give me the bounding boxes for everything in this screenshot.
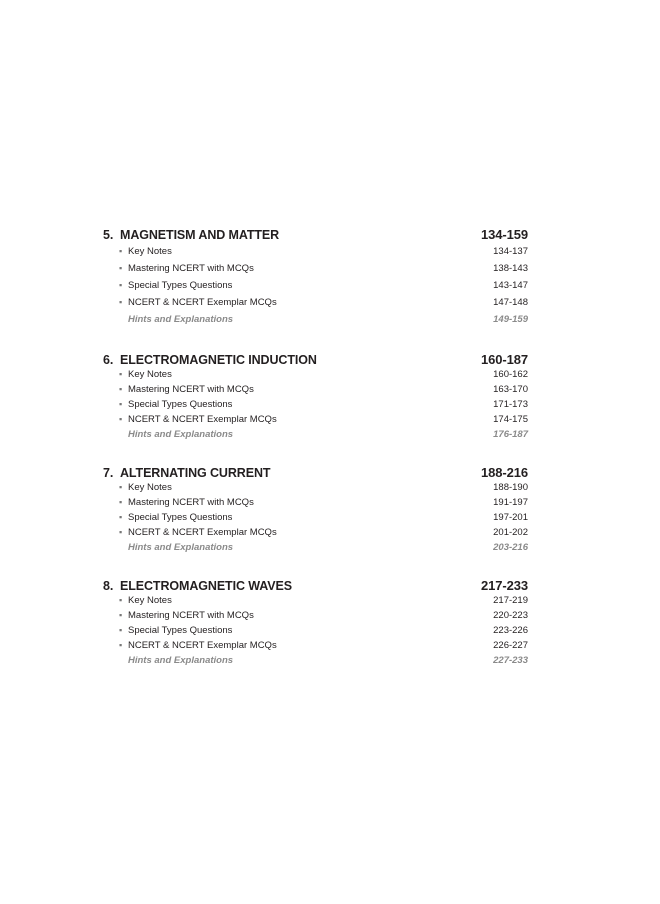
toc-item-pages: 217-219 bbox=[493, 595, 528, 606]
toc-item-pages: 220-223 bbox=[493, 610, 528, 621]
toc-item-label: Key Notes bbox=[128, 246, 172, 257]
chapter-number: 7. bbox=[103, 466, 114, 480]
bullet-icon: ▪ bbox=[119, 369, 123, 379]
table-of-contents bbox=[103, 227, 528, 670]
toc-item-pages: 171-173 bbox=[493, 399, 528, 410]
toc-item-label: Special Types Questions bbox=[128, 399, 233, 410]
toc-item[interactable] bbox=[103, 610, 528, 625]
toc-item-pages: 201-202 bbox=[493, 527, 528, 538]
toc-item-label: Key Notes bbox=[128, 595, 172, 606]
chapter-title: ELECTROMAGNETIC INDUCTION bbox=[120, 353, 317, 367]
toc-item[interactable] bbox=[103, 527, 528, 542]
chapter-8 bbox=[103, 578, 528, 670]
bullet-icon: ▪ bbox=[119, 497, 123, 507]
chapter-number: 8. bbox=[103, 579, 114, 593]
bullet-icon: ▪ bbox=[119, 527, 123, 537]
toc-item-label: Mastering NCERT with MCQs bbox=[128, 263, 254, 274]
chapter-heading[interactable] bbox=[103, 227, 528, 246]
bullet-icon: ▪ bbox=[119, 595, 123, 605]
bullet-icon: ▪ bbox=[119, 246, 123, 256]
bullet-icon: ▪ bbox=[119, 280, 123, 290]
hints-pages: 227-233 bbox=[493, 655, 528, 666]
toc-item-label: Mastering NCERT with MCQs bbox=[128, 610, 254, 621]
chapter-page-range: 188-216 bbox=[480, 465, 528, 480]
toc-item[interactable] bbox=[103, 414, 528, 429]
hints-label: Hints and Explanations bbox=[128, 429, 234, 440]
toc-item[interactable] bbox=[103, 369, 528, 384]
toc-item[interactable] bbox=[103, 263, 528, 280]
toc-item[interactable] bbox=[103, 625, 528, 640]
toc-item-pages: 143-147 bbox=[493, 280, 528, 291]
bullet-icon: ▪ bbox=[119, 263, 123, 273]
bullet-icon: ▪ bbox=[119, 512, 123, 522]
hints-label: Hints and Explanations bbox=[128, 542, 234, 553]
toc-item-label: Mastering NCERT with MCQs bbox=[128, 384, 254, 395]
toc-item[interactable] bbox=[103, 246, 528, 263]
toc-item-label: NCERT & NCERT Exemplar MCQs bbox=[128, 297, 277, 308]
toc-item-label: Special Types Questions bbox=[128, 512, 233, 523]
hints-pages: 176-187 bbox=[493, 429, 528, 440]
toc-item-label: Key Notes bbox=[128, 369, 172, 380]
chapter-7 bbox=[103, 465, 528, 557]
toc-item-label: Special Types Questions bbox=[128, 280, 233, 291]
chapter-number: 6. bbox=[103, 353, 114, 367]
chapter-title: MAGNETISM AND MATTER bbox=[120, 228, 280, 242]
toc-item-pages: 163-170 bbox=[493, 384, 528, 395]
toc-item[interactable] bbox=[103, 399, 528, 414]
hints-item[interactable] bbox=[103, 542, 528, 557]
bullet-icon: ▪ bbox=[119, 414, 123, 424]
bullet-icon: ▪ bbox=[119, 482, 123, 492]
toc-item-pages: 188-190 bbox=[493, 482, 528, 493]
bullet-icon: ▪ bbox=[119, 297, 123, 307]
toc-item-pages: 226-227 bbox=[493, 640, 528, 651]
toc-item-pages: 223-226 bbox=[493, 625, 528, 636]
bullet-icon: ▪ bbox=[119, 640, 123, 650]
toc-item-pages: 160-162 bbox=[493, 369, 528, 380]
hints-label: Hints and Explanations bbox=[128, 655, 234, 666]
chapter-title: ALTERNATING CURRENT bbox=[120, 466, 271, 480]
chapter-page-range: 160-187 bbox=[480, 352, 528, 367]
hints-item[interactable] bbox=[103, 314, 528, 331]
hints-pages: 203-216 bbox=[493, 542, 528, 553]
chapter-6 bbox=[103, 352, 528, 444]
hints-label: Hints and Explanations bbox=[128, 314, 234, 325]
chapter-page-range: 134-159 bbox=[480, 227, 528, 242]
toc-item[interactable] bbox=[103, 280, 528, 297]
chapter-number: 5. bbox=[103, 228, 114, 242]
toc-item[interactable] bbox=[103, 595, 528, 610]
toc-item-label: NCERT & NCERT Exemplar MCQs bbox=[128, 640, 277, 651]
toc-item[interactable] bbox=[103, 482, 528, 497]
bullet-icon: ▪ bbox=[119, 384, 123, 394]
chapter-title: ELECTROMAGNETIC WAVES bbox=[120, 579, 292, 593]
toc-item-label: Special Types Questions bbox=[128, 625, 233, 636]
chapter-heading[interactable] bbox=[103, 465, 528, 482]
chapter-heading[interactable] bbox=[103, 578, 528, 595]
chapter-heading[interactable] bbox=[103, 352, 528, 369]
toc-item[interactable] bbox=[103, 640, 528, 655]
toc-item-pages: 197-201 bbox=[493, 512, 528, 523]
hints-item[interactable] bbox=[103, 429, 528, 444]
bullet-icon: ▪ bbox=[119, 399, 123, 409]
toc-item-pages: 191-197 bbox=[493, 497, 528, 508]
chapter-page-range: 217-233 bbox=[480, 578, 528, 593]
hints-item[interactable] bbox=[103, 655, 528, 670]
hints-pages: 149-159 bbox=[493, 314, 528, 325]
toc-item[interactable] bbox=[103, 384, 528, 399]
bullet-icon: ▪ bbox=[119, 625, 123, 635]
chapter-5 bbox=[103, 227, 528, 331]
toc-item-label: NCERT & NCERT Exemplar MCQs bbox=[128, 527, 277, 538]
toc-item-pages: 174-175 bbox=[493, 414, 528, 425]
toc-item-label: Key Notes bbox=[128, 482, 172, 493]
toc-item[interactable] bbox=[103, 497, 528, 512]
toc-item-pages: 134-137 bbox=[493, 246, 528, 257]
toc-item-pages: 138-143 bbox=[493, 263, 528, 274]
toc-item-pages: 147-148 bbox=[493, 297, 528, 308]
bullet-icon: ▪ bbox=[119, 610, 123, 620]
toc-item-label: Mastering NCERT with MCQs bbox=[128, 497, 254, 508]
toc-item-label: NCERT & NCERT Exemplar MCQs bbox=[128, 414, 277, 425]
toc-item[interactable] bbox=[103, 512, 528, 527]
toc-item[interactable] bbox=[103, 297, 528, 314]
